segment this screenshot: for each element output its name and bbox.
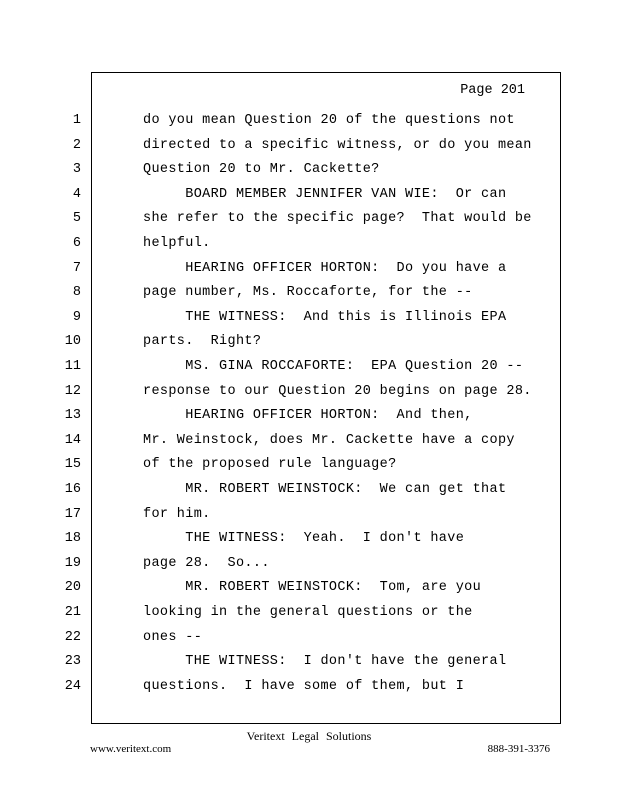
- line-number: 18: [64, 531, 81, 546]
- transcript-line: of the proposed rule language?: [143, 457, 397, 472]
- transcript-line: helpful.: [143, 236, 211, 251]
- line-number: 24: [64, 679, 81, 694]
- transcript-line: MR. ROBERT WEINSTOCK: We can get that: [143, 482, 507, 497]
- transcript-line: HEARING OFFICER HORTON: Do you have a: [143, 261, 507, 276]
- transcript-line: for him.: [143, 507, 211, 522]
- line-number: 14: [64, 433, 81, 448]
- footer-phone: 888-391-3376: [487, 743, 550, 755]
- line-number: 5: [72, 211, 81, 226]
- line-number: 16: [64, 482, 81, 497]
- transcript-line: THE WITNESS: And this is Illinois EPA: [143, 310, 507, 325]
- transcript-line: BOARD MEMBER JENNIFER VAN WIE: Or can: [143, 187, 507, 202]
- line-number: 23: [64, 654, 81, 669]
- line-number: 11: [64, 359, 81, 374]
- transcript-line: ones --: [143, 630, 203, 645]
- line-number: 3: [72, 162, 81, 177]
- line-number: 20: [64, 580, 81, 595]
- transcript-line: THE WITNESS: Yeah. I don't have: [143, 531, 465, 546]
- transcript-line: HEARING OFFICER HORTON: And then,: [143, 408, 473, 423]
- line-number: 7: [72, 261, 81, 276]
- page-number: Page 201: [460, 83, 525, 98]
- line-number: 22: [64, 630, 81, 645]
- line-number: 12: [64, 384, 81, 399]
- transcript-line: directed to a specific witness, or do you mean: [143, 138, 532, 153]
- transcript-line: she refer to the specific page? That would be: [143, 211, 532, 226]
- transcript-line: response to our Question 20 begins on page 28.: [143, 384, 532, 399]
- transcript-line: Mr. Weinstock, does Mr. Cackette have a copy: [143, 433, 515, 448]
- transcript-line: MS. GINA ROCCAFORTE: EPA Question 20 --: [143, 359, 524, 374]
- transcript-line: THE WITNESS: I don't have the general: [143, 654, 507, 669]
- line-number: 17: [64, 507, 81, 522]
- transcript-line: do you mean Question 20 of the questions not: [143, 113, 515, 128]
- line-number: 13: [64, 408, 81, 423]
- line-number: 10: [64, 334, 81, 349]
- line-number: 4: [72, 187, 81, 202]
- line-number: 6: [72, 236, 81, 251]
- transcript-line: looking in the general questions or the: [143, 605, 473, 620]
- footer-website: www.veritext.com: [90, 743, 172, 755]
- transcript-line: Question 20 to Mr. Cackette?: [143, 162, 380, 177]
- transcript-line: questions. I have some of them, but I: [143, 679, 465, 694]
- line-number: 1: [72, 113, 81, 128]
- line-number: 9: [72, 310, 81, 325]
- line-number: 15: [64, 457, 81, 472]
- line-number: 8: [72, 285, 81, 300]
- transcript-line: MR. ROBERT WEINSTOCK: Tom, are you: [143, 580, 482, 595]
- line-number: 19: [64, 556, 81, 571]
- line-number: 21: [64, 605, 81, 620]
- line-number: 2: [72, 138, 81, 153]
- transcript-line: parts. Right?: [143, 334, 262, 349]
- transcript-line: page number, Ms. Roccaforte, for the --: [143, 285, 473, 300]
- footer-company: Veritext Legal Solutions: [246, 729, 372, 743]
- transcript-line: page 28. So...: [143, 556, 270, 571]
